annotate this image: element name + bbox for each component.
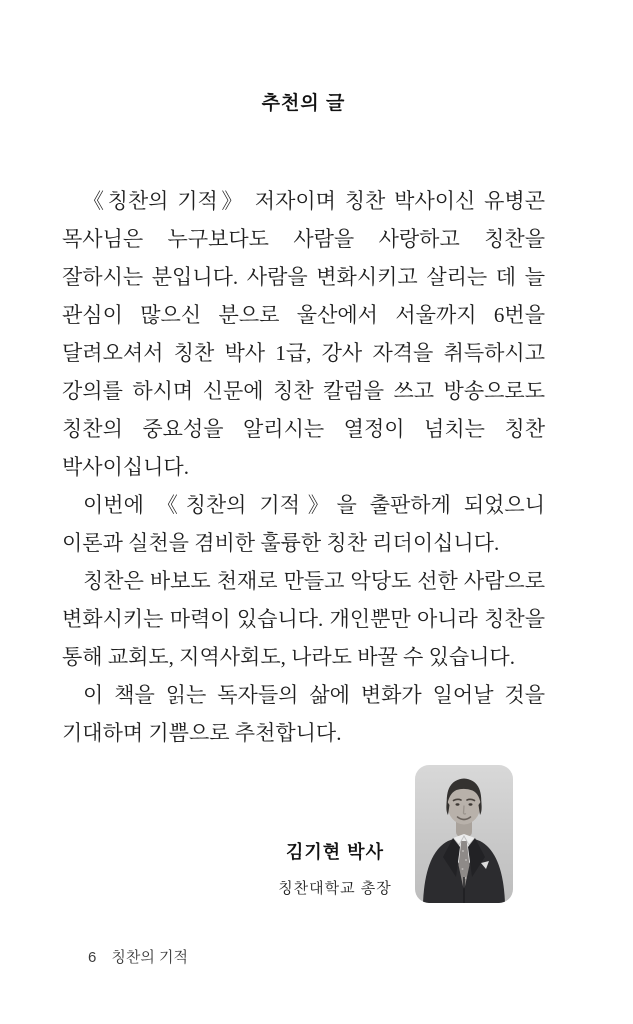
portrait-photo <box>415 765 513 903</box>
paragraph-3: 칭찬은 바보도 천재로 만들고 악당도 선한 사람으로 변화시키는 마력이 있습니다. 개인뿐만 아니라 칭찬을 통해 교회도, 지역사회도, 나라도 바꿀 수 있습니다. <box>62 569 545 669</box>
recommender-title: 칭찬대학교 총장 <box>278 880 392 897</box>
paragraph-4: 이 책을 읽는 독자들의 삶에 변화가 일어날 것을 기대하며 기쁨으로 추천합니다. <box>62 683 545 745</box>
body-text <box>62 182 545 752</box>
paragraph-1: 《칭찬의 기적》 저자이며 칭찬 박사이신 유병곤 목사님은 누구보다도 사람을 사랑하고 칭찬을 잘하시는 분입니다. 사람을 변화시키고 살리는 데 늘 관심이 많으신 분으로 울산에서 서울까지 6번을 달려오셔서 칭찬 박사 1급, 강사 자격을 취득하시고 강의를 하시며 신문에 칭찬 칼럼을 쓰고 방송으로도 칭찬의 중요성을 알리시는 열정이 넘치는 칭찬 박사이십니다. <box>62 189 545 479</box>
paragraph-2: 이번에 《칭찬의 기적》을 출판하게 되었으니 이론과 실천을 겸비한 훌륭한 칭찬 리더이십니다. <box>62 493 545 555</box>
recommender-name: 김기현 박사 <box>286 842 384 862</box>
page-title: 추천의 글 <box>261 93 346 114</box>
page-footer <box>88 946 188 967</box>
page-number: 6 <box>88 949 97 966</box>
portrait-photo-graphic <box>415 765 513 903</box>
running-title: 칭찬의 기적 <box>111 949 188 966</box>
recommender-signature <box>240 838 430 898</box>
